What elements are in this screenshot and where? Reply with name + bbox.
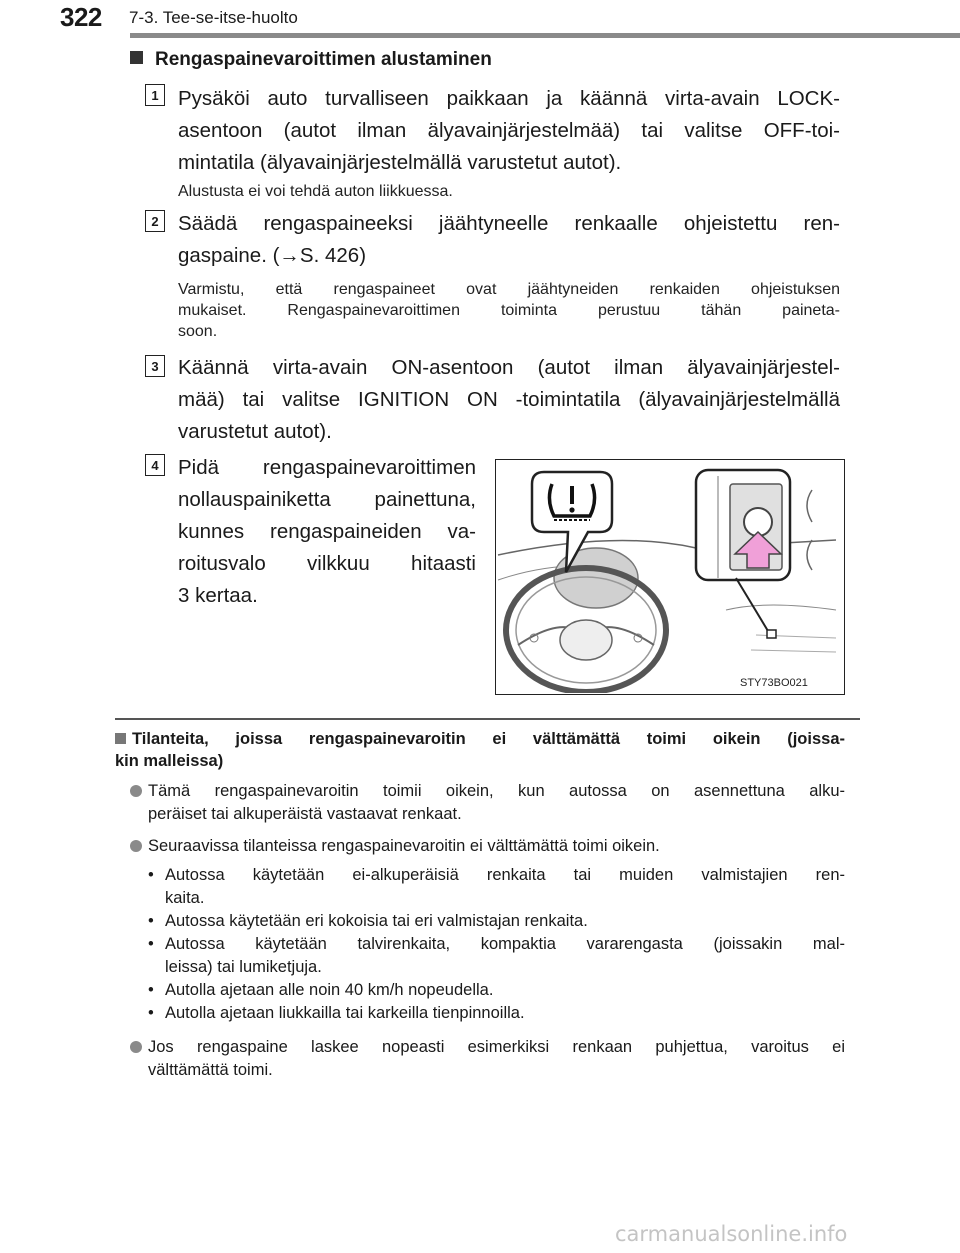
sub-item-line: Autolla ajetaan liukkailla tai karkeilla tienpinnoilla. (165, 1004, 525, 1022)
step-3-line: Käännä virta-avain ON-asentoon (autot ilman älyavainjärjestel- (178, 356, 840, 379)
bullet-line: Tämä rengaspainevaroitin toimii oikein, kun autossa on asennettuna alku- (148, 782, 845, 800)
header-rule (130, 33, 960, 38)
sub-bullet-mark: • (148, 981, 154, 999)
bullet-item (130, 1036, 845, 1082)
sub-item-line: Autolla ajetaan alle noin 40 km/h nopeudella. (165, 981, 494, 999)
section-divider (115, 718, 860, 720)
step-number-3: 3 (145, 355, 165, 377)
step-4-line: kunnes rengaspaineiden va- (178, 520, 476, 543)
chapter-title: 7-3. Tee-se-itse-huolto (129, 8, 298, 27)
sub-list (148, 864, 845, 1025)
step-4-line: 3 kertaa. (178, 584, 258, 607)
sub-bullet-mark: • (148, 1004, 154, 1022)
step-3-line: varustetut autot). (178, 420, 332, 443)
sub-list-item (148, 910, 845, 933)
step-1-text (178, 83, 840, 179)
step-3-text (178, 352, 840, 448)
subsection-title-text: Tilanteita, joissa rengaspainevaroitin ei välttämättä toimi oikein (joissa- (132, 730, 845, 748)
sub-list-item (148, 933, 845, 979)
illustration-code: STY73BO021 (740, 677, 808, 689)
bullet-line: Seuraavissa tilanteissa rengaspainevaroitin ei välttämättä toimi oikein. (148, 837, 660, 855)
subsection-title-line (115, 728, 845, 750)
step-2-note (178, 279, 840, 342)
section-title (130, 49, 492, 71)
subsection-title-line: kin malleissa) (115, 752, 224, 770)
step-2-text (178, 208, 840, 272)
page-number: 322 (60, 2, 102, 32)
bullet-item (130, 835, 845, 858)
reset-button-illustration (495, 459, 845, 695)
sub-bullet-mark: • (148, 866, 154, 884)
sub-item-line: Autossa käytetään ei-alkuperäisiä renkaita tai muiden valmistajien ren- (165, 866, 845, 884)
bullet-dot-icon (130, 840, 142, 852)
note-line: mukaiset. Rengaspainevaroittimen toiminta perustuu tähän paineta- (178, 302, 840, 319)
dashboard-drawing (496, 460, 843, 693)
sub-bullet-mark: • (148, 935, 154, 953)
step-1-line: mintatila (älyavainjärjestelmällä varustetut autot). (178, 151, 622, 174)
note-line: Varmistu, että rengaspaineet ovat jäähtyneiden renkaiden ohjeistuksen (178, 281, 840, 298)
sub-item-line: Autossa käytetään eri kokoisia tai eri valmistajan renkaita. (165, 912, 588, 930)
note-line: soon. (178, 323, 218, 340)
bullet-line: peräiset tai alkuperäistä vastaavat renkaat. (148, 805, 462, 823)
step-1-line: Pysäköi auto turvalliseen paikkaan ja käännä virta-avain LOCK- (178, 87, 840, 110)
sub-item-line: Autossa käytetään talvirenkaita, kompaktia vararengasta (joissakin mal- (165, 935, 845, 953)
step-4-line: Pidä rengaspainevaroittimen (178, 456, 476, 479)
bullet-dot-icon (130, 1041, 142, 1053)
sub-item-line: kaita. (165, 889, 205, 907)
watermark: carmanualsonline.info (615, 1222, 848, 1246)
step-2-line: gaspaine. (→S. 426) (178, 244, 367, 267)
bullet-item (130, 780, 845, 826)
sub-list-item (148, 864, 845, 910)
step-3-line: mää) tai valitse IGNITION ON -toimintatila (älyavainjärjestelmällä (178, 388, 840, 411)
section-square-icon (130, 51, 143, 64)
sub-bullet-mark: • (148, 912, 154, 930)
step-number-2: 2 (145, 210, 165, 232)
step-4-line: roitusvalo vilkkuu hitaasti (178, 552, 476, 575)
bullet-dot-icon (130, 785, 142, 797)
sub-list-item (148, 979, 845, 1002)
note-line: Alustusta ei voi tehdä auton liikkuessa. (178, 183, 453, 200)
bullet-line: välttämättä toimi. (148, 1061, 273, 1079)
square-bullet-icon (115, 733, 126, 744)
bullet-line: Jos rengaspaine laskee nopeasti esimerkiksi renkaan puhjettua, varoitus ei (148, 1038, 845, 1056)
step-number-4: 4 (145, 454, 165, 476)
subsection-title (115, 728, 845, 772)
step-number-1: 1 (145, 84, 165, 106)
sub-item-line: leissa) tai lumiketjuja. (165, 958, 322, 976)
step-1-note (178, 181, 840, 202)
step-4-line: nollauspainiketta painettuna, (178, 488, 476, 511)
sub-list-item (148, 1002, 845, 1025)
step-4-text (178, 452, 476, 612)
step-2-line: Säädä rengaspaineeksi jäähtyneelle renkaalle ohjeistettu ren- (178, 212, 840, 235)
step-1-line: asentoon (autot ilman älyavainjärjestelmää) tai valitse OFF-toi- (178, 119, 840, 142)
section-title-text: Rengaspainevaroittimen alustaminen (155, 49, 492, 70)
